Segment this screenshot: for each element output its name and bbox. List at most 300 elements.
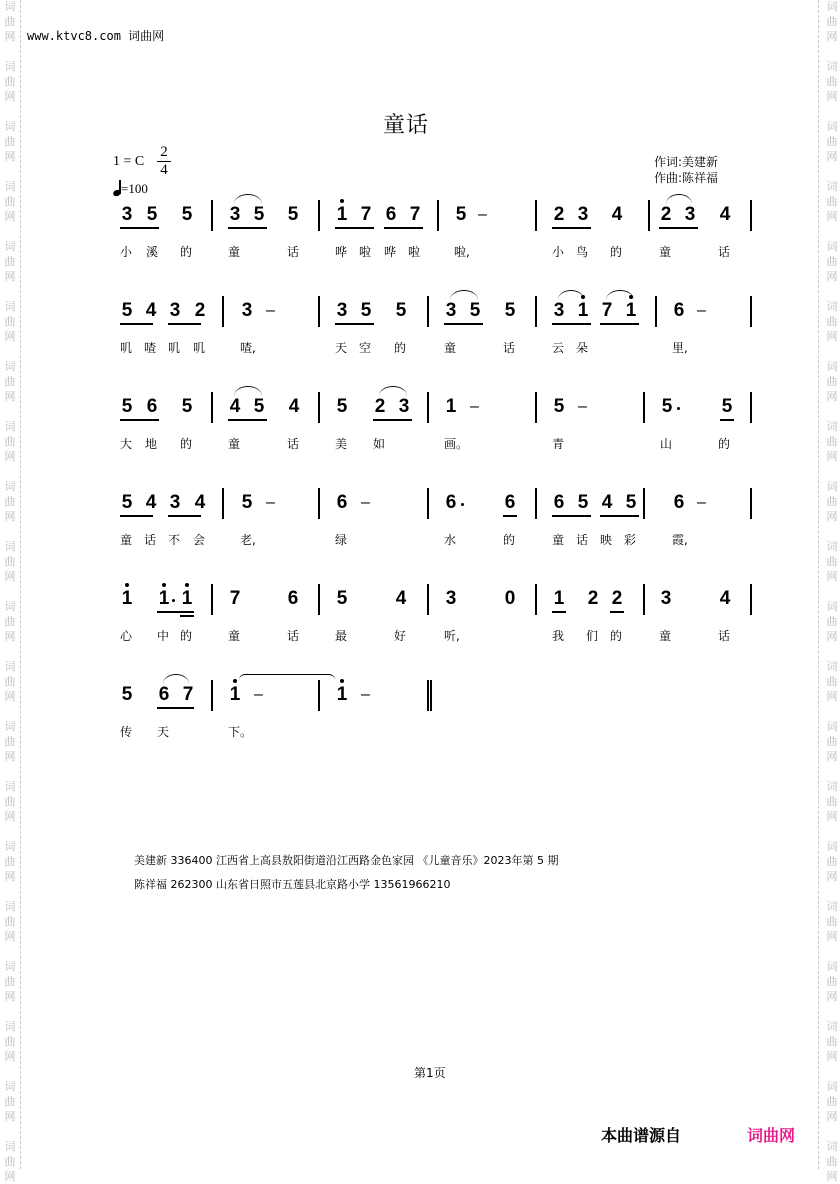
- watermark-char: 网: [826, 1110, 838, 1123]
- barline: [750, 488, 752, 519]
- note: 5: [504, 300, 516, 321]
- note: 5: [469, 300, 481, 321]
- lyric: 的: [180, 629, 193, 643]
- watermark-char: 网: [826, 510, 838, 523]
- song-title: 童话: [382, 113, 429, 138]
- lyric: 童: [444, 341, 457, 355]
- watermark-char: 词: [826, 300, 838, 313]
- lyric: 童: [228, 437, 241, 451]
- barline: [222, 296, 224, 327]
- note: 7: [360, 204, 372, 225]
- tempo-value: =100: [121, 181, 148, 196]
- duration-dash: –: [266, 302, 275, 319]
- watermark-char: 词: [826, 120, 838, 133]
- watermark-char: 词: [4, 600, 16, 613]
- watermark-char: 网: [826, 690, 838, 703]
- note: 5: [625, 492, 637, 513]
- score-row: [0, 200, 840, 280]
- lyric: 山: [660, 437, 673, 451]
- watermark-char: 网: [826, 30, 838, 43]
- note: 2: [194, 300, 206, 321]
- eighth-underline: [120, 515, 153, 517]
- watermark-char: 网: [4, 90, 16, 103]
- watermark-char: 词: [4, 720, 16, 733]
- note: 5: [121, 396, 133, 417]
- lyric: 天: [157, 725, 170, 739]
- watermark-char: 网: [4, 990, 16, 1003]
- barline: [750, 584, 752, 615]
- lyric: 美: [335, 437, 348, 451]
- watermark-char: 词: [4, 480, 16, 493]
- watermark-char: 曲: [4, 255, 16, 268]
- watermark-char: 网: [826, 570, 838, 583]
- note: 4: [719, 588, 731, 609]
- watermark-char: 曲: [4, 195, 16, 208]
- note: 3: [684, 204, 696, 225]
- eighth-underline: [120, 323, 153, 325]
- barline: [318, 584, 320, 615]
- eighth-underline: [120, 227, 159, 229]
- lyric: 心: [120, 629, 133, 643]
- watermark-char: 词: [826, 360, 838, 373]
- note: 5: [121, 492, 133, 513]
- final-barline: [427, 680, 429, 711]
- lyric: 绿: [335, 533, 348, 547]
- lyric: 画。: [444, 437, 469, 451]
- eighth-underline: [720, 419, 734, 421]
- lyric: 地: [145, 437, 158, 451]
- lyric: 童: [659, 245, 672, 259]
- note: 6: [504, 492, 516, 513]
- note: 5: [336, 588, 348, 609]
- lyric: 彩: [624, 533, 637, 547]
- slur: [379, 386, 407, 396]
- watermark-char: 曲: [826, 195, 838, 208]
- watermark-char: 网: [826, 450, 838, 463]
- high-octave-dot: [162, 583, 166, 587]
- note: 6: [158, 684, 170, 705]
- watermark-char: 网: [4, 390, 16, 403]
- lyric: 鸟: [576, 245, 589, 259]
- watermark-char: 曲: [4, 1095, 16, 1108]
- watermark-char: 网: [4, 1170, 16, 1183]
- note: 3: [445, 588, 457, 609]
- lyric: 如: [373, 437, 386, 451]
- author-info-line-1: 美建新 336400 江西省上高县敖阳街道沿江西路金色家园 《儿童音乐》2023年第 5 期: [134, 854, 559, 867]
- lyric: 大: [120, 437, 133, 451]
- slur: [558, 290, 584, 300]
- watermark-char: 曲: [4, 135, 16, 148]
- barline: [427, 584, 429, 615]
- lyric: 的: [610, 245, 623, 259]
- watermark-char: 曲: [826, 15, 838, 28]
- watermark-char: 曲: [4, 795, 16, 808]
- watermark-char: 词: [826, 720, 838, 733]
- note: 5: [181, 396, 193, 417]
- watermark-char: 词: [826, 60, 838, 73]
- watermark-char: 曲: [826, 75, 838, 88]
- duration-dash: –: [266, 494, 275, 511]
- watermark-char: 曲: [4, 735, 16, 748]
- eighth-underline: [384, 227, 423, 229]
- composer: 作曲:陈祥福: [654, 171, 719, 185]
- barline: [318, 680, 320, 711]
- lyric: 中: [157, 629, 170, 643]
- watermark-char: 词: [826, 960, 838, 973]
- note: 0: [504, 588, 516, 609]
- watermark-char: 词: [4, 540, 16, 553]
- watermark-char: 词: [4, 900, 16, 913]
- note: 5: [360, 300, 372, 321]
- barline: [222, 488, 224, 519]
- watermark-char: 曲: [4, 915, 16, 928]
- time-sig-top: 2: [157, 144, 171, 162]
- duration-dash: –: [254, 686, 263, 703]
- note: 5: [577, 492, 589, 513]
- slur: [666, 194, 692, 204]
- duration-dash: –: [478, 206, 487, 223]
- note: 5: [395, 300, 407, 321]
- watermark-char: 词: [826, 1020, 838, 1033]
- watermark-char: 曲: [826, 255, 838, 268]
- watermark-char: 曲: [826, 795, 838, 808]
- high-octave-dot: [340, 679, 344, 683]
- barline: [643, 392, 645, 423]
- note: 3: [169, 300, 181, 321]
- note: 1: [157, 588, 171, 610]
- barline: [318, 392, 320, 423]
- watermark-char: 曲: [4, 435, 16, 448]
- source-brand-link[interactable]: 词曲网: [747, 1126, 796, 1145]
- watermark-char: 词: [826, 1080, 838, 1093]
- watermark-char: 曲: [826, 135, 838, 148]
- note: 4: [395, 588, 407, 609]
- note: 6: [385, 204, 397, 225]
- lyric: 老,: [240, 533, 256, 547]
- watermark-char: 词: [4, 1140, 16, 1153]
- lyric: 空: [359, 341, 372, 355]
- watermark-char: 网: [4, 1050, 16, 1063]
- watermark-char: 网: [4, 510, 16, 523]
- watermark-char: 曲: [4, 375, 16, 388]
- watermark-char: 词: [826, 420, 838, 433]
- lyric: 朵: [576, 341, 589, 355]
- augmentation-dot: [461, 503, 464, 506]
- watermark-char: 网: [4, 930, 16, 943]
- source-label: 本曲谱源自: [601, 1126, 682, 1145]
- lyric: 话: [144, 533, 157, 547]
- eighth-underline: [120, 419, 159, 421]
- watermark-char: 网: [4, 210, 16, 223]
- lyric: 的: [610, 629, 623, 643]
- barline: [750, 200, 752, 231]
- note: 3: [577, 204, 589, 225]
- barline: [750, 296, 752, 327]
- lyric: 话: [718, 629, 731, 643]
- note: 4: [145, 492, 157, 513]
- eighth-underline: [610, 611, 624, 613]
- note: 3: [336, 300, 348, 321]
- duration-dash: –: [697, 494, 706, 511]
- author-info-line-2: 陈祥福 262300 山东省日照市五莲县北京路小学 13561966210: [134, 878, 451, 891]
- note: 5: [287, 204, 299, 225]
- note: 1: [180, 588, 194, 610]
- lyric: 小: [552, 245, 565, 259]
- watermark-char: 词: [826, 180, 838, 193]
- barline: [211, 584, 213, 615]
- lyric: 们: [586, 629, 599, 643]
- watermark-char: 词: [4, 0, 16, 13]
- watermark-char: 网: [826, 390, 838, 403]
- note: 5: [146, 204, 158, 225]
- watermark-char: 网: [4, 330, 16, 343]
- watermark-char: 曲: [4, 495, 16, 508]
- eighth-underline: [335, 323, 374, 325]
- barline: [318, 296, 320, 327]
- time-signature: [157, 144, 171, 179]
- lyric: 溪: [146, 245, 159, 259]
- time-sig-bottom: 4: [160, 162, 168, 178]
- tie: [239, 674, 335, 680]
- watermark-char: 网: [4, 1110, 16, 1123]
- barline: [535, 296, 537, 327]
- barline: [211, 392, 213, 423]
- score-row: [0, 584, 840, 664]
- page-number: 第1页: [414, 1066, 446, 1080]
- note: 2: [660, 204, 672, 225]
- slur: [234, 194, 262, 204]
- watermark-char: 曲: [826, 735, 838, 748]
- note: 6: [445, 492, 457, 513]
- eighth-underline: [503, 515, 517, 517]
- note: 6: [336, 492, 348, 513]
- note: 3: [445, 300, 457, 321]
- note: 1: [335, 204, 349, 226]
- barline: [535, 200, 537, 231]
- watermark-char: 网: [4, 690, 16, 703]
- note: 5: [455, 204, 467, 225]
- lyric: 云: [552, 341, 565, 355]
- slur: [234, 386, 262, 396]
- watermark-char: 曲: [4, 75, 16, 88]
- augmentation-dot: [677, 407, 680, 410]
- duration-dash: –: [578, 398, 587, 415]
- note: 2: [553, 204, 565, 225]
- note: 3: [229, 204, 241, 225]
- lyric: 听,: [444, 629, 460, 643]
- lyric: 喳,: [240, 341, 256, 355]
- lyric: 啦,: [454, 245, 470, 259]
- lyric: 童: [228, 629, 241, 643]
- eighth-underline: [157, 707, 194, 709]
- note: 7: [409, 204, 421, 225]
- high-octave-dot: [233, 679, 237, 683]
- watermark-char: 网: [826, 810, 838, 823]
- watermark-char: 词: [826, 540, 838, 553]
- note: 1: [335, 684, 349, 706]
- lyric: 我: [552, 629, 565, 643]
- note: 7: [182, 684, 194, 705]
- lyric: 童: [120, 533, 133, 547]
- watermark-char: 曲: [4, 555, 16, 568]
- watermark-char: 网: [826, 270, 838, 283]
- watermark-char: 词: [4, 420, 16, 433]
- note: 6: [146, 396, 158, 417]
- duration-dash: –: [361, 494, 370, 511]
- note: 4: [611, 204, 623, 225]
- barline: [535, 488, 537, 519]
- eighth-underline: [659, 227, 698, 229]
- note: 5: [661, 396, 673, 417]
- watermark-char: 网: [826, 1170, 838, 1183]
- watermark-char: 词: [826, 1140, 838, 1153]
- lyric: 话: [718, 245, 731, 259]
- note: 5: [721, 396, 733, 417]
- watermark-char: 网: [826, 630, 838, 643]
- sixteenth-underline: [180, 615, 194, 617]
- lyric: 水: [444, 533, 457, 547]
- lyric: 小: [120, 245, 133, 259]
- watermark-char: 曲: [4, 615, 16, 628]
- watermark-char: 网: [826, 330, 838, 343]
- watermark-char: 曲: [4, 15, 16, 28]
- watermark-char: 网: [826, 210, 838, 223]
- watermark-char: 网: [4, 750, 16, 763]
- note: 2: [587, 588, 599, 609]
- eighth-underline: [444, 323, 483, 325]
- barline: [648, 200, 650, 231]
- watermark-char: 网: [4, 630, 16, 643]
- watermark-char: 词: [826, 600, 838, 613]
- watermark-char: 词: [4, 360, 16, 373]
- lyric: 下。: [228, 725, 253, 739]
- duration-dash: –: [361, 686, 370, 703]
- key-signature: 1 = C: [113, 154, 145, 169]
- watermark-char: 曲: [4, 1035, 16, 1048]
- lyric: 啦: [359, 245, 372, 259]
- watermark-char: 曲: [826, 435, 838, 448]
- watermark-char: 曲: [826, 1095, 838, 1108]
- high-octave-dot: [185, 583, 189, 587]
- watermark-char: 词: [4, 660, 16, 673]
- slur: [163, 674, 189, 684]
- watermark-char: 曲: [826, 1155, 838, 1168]
- note: 1: [445, 396, 457, 417]
- tempo-mark: [113, 180, 148, 197]
- watermark-char: 词: [826, 660, 838, 673]
- note: 3: [241, 300, 253, 321]
- note: 5: [336, 396, 348, 417]
- barline: [211, 680, 213, 711]
- note: 3: [121, 204, 133, 225]
- note: 6: [553, 492, 565, 513]
- lyric: 话: [287, 437, 300, 451]
- eighth-underline: [228, 227, 267, 229]
- note: 7: [601, 300, 613, 321]
- slur: [450, 290, 478, 300]
- lyric: 青: [552, 437, 565, 451]
- lyric: 会: [193, 533, 206, 547]
- lyric: 最: [335, 629, 348, 643]
- watermark-char: 网: [826, 990, 838, 1003]
- watermark-char: 网: [826, 1050, 838, 1063]
- note: 1: [553, 588, 565, 609]
- watermark-char: 词: [4, 60, 16, 73]
- slur: [606, 290, 634, 300]
- barline: [655, 296, 657, 327]
- watermark-char: 词: [826, 840, 838, 853]
- lyric: 话: [503, 341, 516, 355]
- watermark-char: 词: [826, 480, 838, 493]
- barline: [318, 488, 320, 519]
- note: 4: [145, 300, 157, 321]
- note: 4: [229, 396, 241, 417]
- lyric: 天: [335, 341, 348, 355]
- watermark-char: 曲: [826, 495, 838, 508]
- lyric: 哗: [335, 245, 348, 259]
- watermark-char: 曲: [826, 915, 838, 928]
- lyric: 叽: [120, 341, 133, 355]
- lyric: 哗: [384, 245, 397, 259]
- quarter-note-icon: [113, 180, 121, 196]
- watermark-char: 曲: [4, 675, 16, 688]
- lyricist: 作词:美建新: [654, 155, 719, 169]
- note: 1: [576, 300, 590, 322]
- lyric: 童: [659, 629, 672, 643]
- watermark-char: 曲: [4, 315, 16, 328]
- watermark-char: 网: [826, 90, 838, 103]
- barline: [437, 200, 439, 231]
- note: 4: [719, 204, 731, 225]
- watermark-char: 词: [4, 300, 16, 313]
- duration-dash: –: [470, 398, 479, 415]
- watermark-char: 网: [4, 30, 16, 43]
- watermark-char: 网: [4, 810, 16, 823]
- high-octave-dot: [125, 583, 129, 587]
- score-row: [0, 680, 840, 760]
- note: 6: [673, 492, 685, 513]
- watermark-char: 词: [826, 240, 838, 253]
- note: 4: [288, 396, 300, 417]
- lyric: 不: [168, 533, 181, 547]
- lyric: 叽: [168, 341, 181, 355]
- eighth-underline: [552, 611, 566, 613]
- site-header: [27, 27, 164, 44]
- eighth-underline: [157, 611, 194, 613]
- lyric: 的: [180, 437, 193, 451]
- eighth-underline: [228, 419, 267, 421]
- lyric: 好: [394, 629, 407, 643]
- note: 2: [374, 396, 386, 417]
- watermark-char: 词: [4, 960, 16, 973]
- eighth-underline: [552, 227, 591, 229]
- watermark-char: 网: [4, 870, 16, 883]
- lyric: 的: [718, 437, 731, 451]
- score-row: [0, 392, 840, 472]
- note: 3: [398, 396, 410, 417]
- watermark-char: 曲: [826, 675, 838, 688]
- watermark-char: 词: [4, 780, 16, 793]
- eighth-underline: [600, 323, 639, 325]
- site-url[interactable]: www.ktvc8.com: [27, 29, 121, 43]
- eighth-underline: [335, 227, 374, 229]
- watermark-char: 网: [4, 570, 16, 583]
- watermark-char: 曲: [826, 375, 838, 388]
- note: 2: [611, 588, 623, 609]
- watermark-char: 网: [4, 270, 16, 283]
- watermark-char: 曲: [4, 1155, 16, 1168]
- watermark-char: 词: [826, 0, 838, 13]
